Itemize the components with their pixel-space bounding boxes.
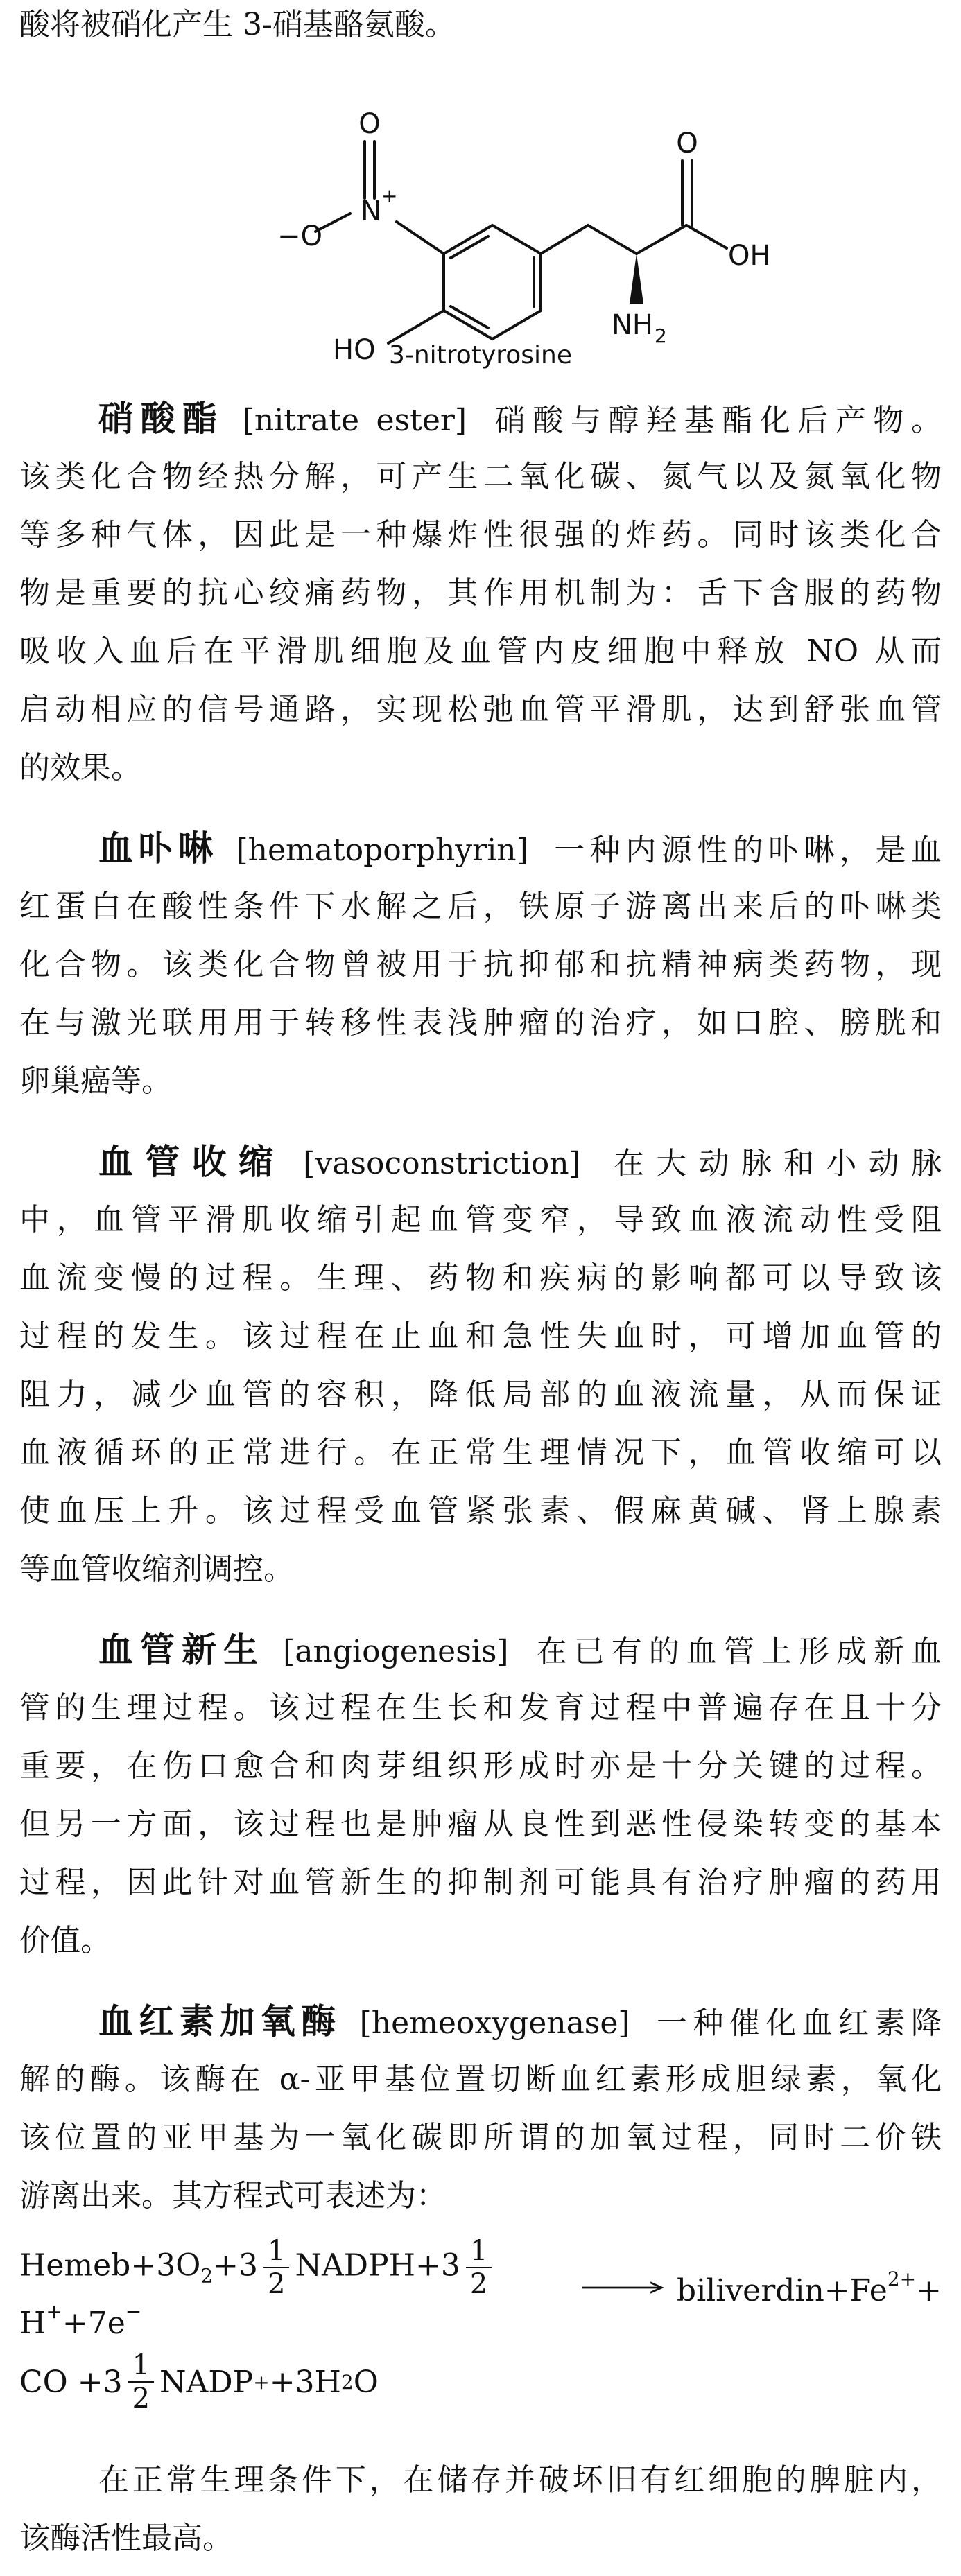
nitro-plus-label: +: [381, 184, 398, 207]
body-line: 解的酶。该酶在 α-亚甲基位置切断血红素形成胆绿素，氧化: [19, 2062, 942, 2097]
body-line: 重要，在伤口愈合和肉芽组织形成时亦是十分关键的过程。: [19, 1748, 942, 1784]
body-line: 阻力，减少血管的容积，降低局部的血液流量，从而保证: [19, 1377, 942, 1412]
c-oh-bond: [686, 225, 727, 248]
body-line: 过程的发生。该过程在止血和急性失血时，可增加血管的: [19, 1319, 942, 1354]
entry-term: 血红素加氧酶: [98, 2001, 342, 2042]
entry-term: 血管新生: [98, 1630, 266, 1670]
nitro-n-label: N: [361, 195, 381, 227]
amine-subscript-label: 2: [655, 324, 667, 347]
entry-term: 血管收缩: [98, 1142, 286, 1182]
closing-line-1: 在正常生理条件下，在储存并破坏旧有红细胞的脾脏内，: [98, 2462, 942, 2498]
body-line: 在与激光联用用于转移性表浅肿瘤的治疗，如口腔、膀胱和: [19, 1005, 942, 1041]
body-line: 血流变慢的过程。生理、药物和疾病的影响都可以导致该: [19, 1260, 942, 1296]
entry-term: 血卟啉: [98, 828, 218, 869]
alpha-to-carboxyl-bond: [637, 225, 686, 254]
closing-line-2: 该酶活性最高。: [19, 2521, 233, 2556]
body-line: 过程，因此针对血管新生的抑制剂可能具有治疗肿瘤的药用: [19, 1865, 942, 1900]
ring-to-oh-bond: [388, 311, 444, 343]
body-line: 卵巢癌等。: [19, 1063, 172, 1099]
nitro-o-minus-label: −O: [277, 220, 322, 252]
chemical-structure-3-nitrotyrosine: [0, 69, 961, 360]
body-line: 该位置的亚甲基为一氧化碳即所谓的加氧过程，同时二价铁: [19, 2120, 942, 2155]
phenol-ho-label: HO: [333, 334, 376, 360]
body-line: 物是重要的抗心绞痛药物，其作用机制为：舌下含服的药物: [19, 575, 942, 611]
body-line: 该类化合物经热分解，可产生二氧化碳、氮气以及氮氧化物: [19, 459, 942, 494]
intro-line: 酸将被硝化产生 3-硝基酪氨酸。: [19, 7, 456, 42]
body-line: 启动相应的信号通路，实现松弛血管平滑肌，达到舒张血管: [19, 692, 942, 727]
entry-nitrate-ester-line-1: 硝酸酯 [nitrate ester] 硝酸与醇羟基酯化后产物。: [98, 399, 942, 439]
entry-vasoconstriction-line-1: 血管收缩 [vasoconstriction] 在大动脉和小动脉: [98, 1142, 942, 1182]
equation-line-1: $Hemeb+3O_2+3$ $\frac{1}{2}$ NADPH+3 $\frac{1}{2}$ H++7e− $biliverdin+Fe^{2+}+$: [19, 2234, 942, 2341]
body-line: 价值。: [19, 1923, 111, 1958]
entry-english: [angiogenesis]: [283, 1634, 509, 1669]
nitro-o-label: O: [358, 108, 381, 140]
benzene-ring: [444, 225, 541, 339]
structure-caption: 3-nitrotyrosine: [388, 341, 573, 369]
body-line: 管的生理过程。该过程在生长和发育过程中普遍存在且十分: [19, 1690, 942, 1725]
body-line: 红蛋白在酸性条件下水解之后，铁原子游离出来后的卟啉类: [19, 889, 942, 924]
fraction: $\frac{1}{2}$: [263, 2235, 289, 2300]
entry-angiogenesis-line-1: 血管新生 [angiogenesis] 在已有的血管上形成新血: [98, 1630, 942, 1670]
body-line: 化合物。该类化合物曾被用于抗抑郁和抗精神病类药物，现: [19, 947, 942, 982]
body-line: 游离出来。其方程式可表述为：: [19, 2178, 447, 2213]
body-line: 但另一方面，该过程也是肿瘤从良性到恶性侵染转变的基本: [19, 1807, 942, 1842]
body-line: 中，血管平滑肌收缩引起血管变窄，导致血液流动性受阻: [19, 1202, 942, 1237]
fraction: $\frac{1}{2}$: [128, 2349, 154, 2414]
acid-oh-label: OH: [728, 240, 771, 272]
entry-term: 硝酸酯: [98, 399, 225, 439]
ch2-to-alpha-bond: [588, 225, 637, 254]
acid-o-label: O: [676, 128, 698, 159]
entry-english: [hematoporphyrin]: [236, 833, 528, 868]
wedge-bond: [630, 254, 643, 304]
amine-nh-label: NH: [612, 309, 653, 341]
reaction-arrow-icon: [582, 2281, 664, 2295]
body-line: 吸收入血后在平滑肌细胞及血管内皮细胞中释放 NO 从而: [19, 634, 942, 669]
equation-line-2: CO +3 $\frac{1}{2}$ NADP + +3H 2 O: [19, 2349, 379, 2414]
body-line: 的效果。: [19, 750, 141, 785]
entry-english: [hemeoxygenase]: [359, 2005, 630, 2041]
entry-english: [nitrate ester]: [242, 403, 467, 438]
ring-to-nitro-bond: [397, 222, 444, 254]
body-line: 血液循环的正常进行。在正常生理情况下，血管收缩可以: [19, 1435, 942, 1470]
entry-hematoporphyrin-line-1: 血卟啉 [hematoporphyrin] 一种内源性的卟啉，是血: [98, 828, 942, 869]
ring-to-ch2-bond: [541, 225, 588, 254]
entry-hemeoxygenase-line-1: 血红素加氧酶 [hemeoxygenase] 一种催化血红素降: [98, 2001, 942, 2042]
body-line: 使血压上升。该过程受血管紧张素、假麻黄碱、肾上腺素: [19, 1493, 942, 1529]
fraction: $\frac{1}{2}$: [466, 2235, 492, 2300]
entry-english: [vasoconstriction]: [303, 1146, 581, 1181]
body-line: 等血管收缩剂调控。: [19, 1551, 294, 1587]
body-line: 等多种气体，因此是一种爆炸性很强的炸药。同时该类化合: [19, 517, 942, 552]
